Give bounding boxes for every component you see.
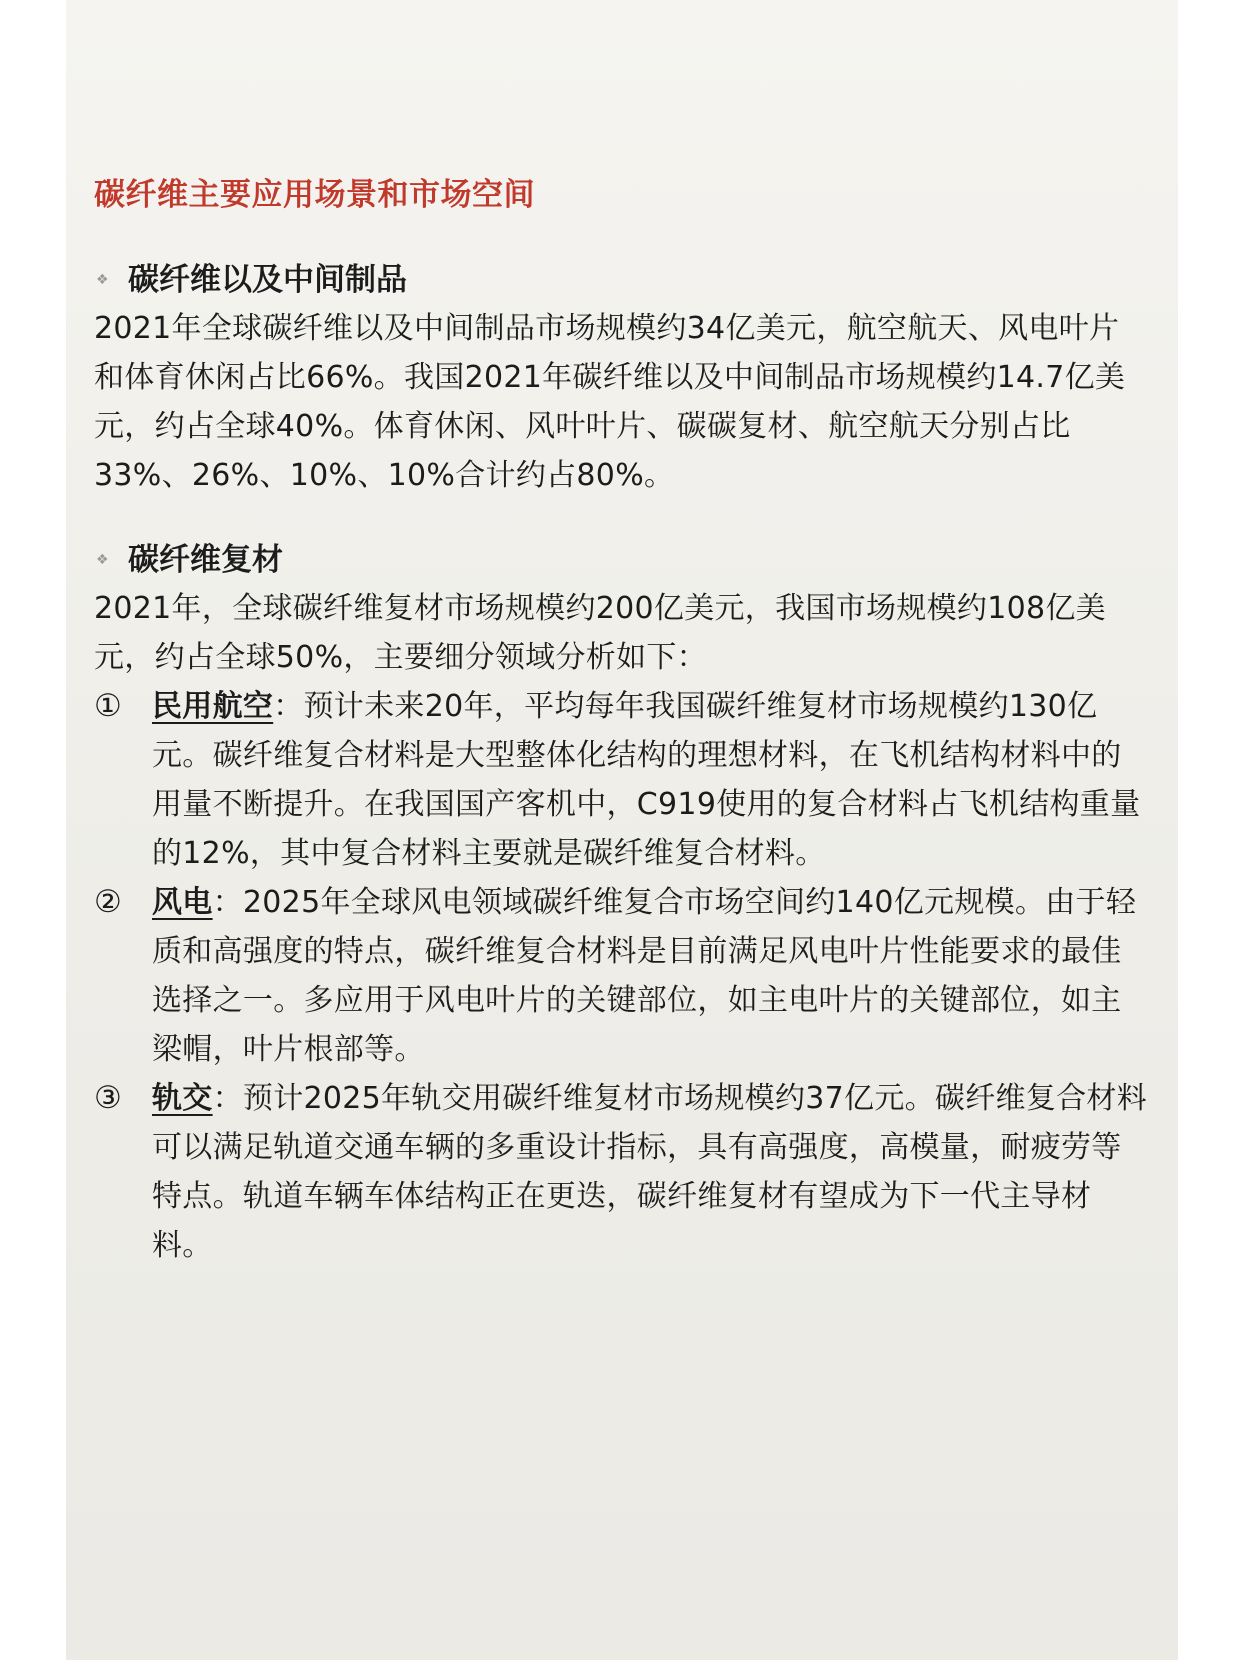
item-body (152, 878, 1148, 1074)
item-body (152, 1074, 1148, 1270)
item-text: ：预计2025年轨交用碳纤维复材市场规模约37亿元。碳纤维复合材料可以满足轨道交通车辆的多重设计指标，具有高强度，高模量，耐疲劳等特点。轨道车辆车体结构正在更迭，碳纤维复材有望成为下一代主导材料。 (152, 1081, 1148, 1263)
diamond-bullet-icon: ❖ (96, 552, 109, 568)
item-text: ：预计未来20年，平均每年我国碳纤维复材市场规模约130亿元。碳纤维复合材料是大型整体化结构的理想材料，在飞机结构材料中的用量不断提升。在我国国产客机中，C919使用的复合材料占飞机结构重量的12%，其中复合材料主要就是碳纤维复合材料。 (152, 689, 1141, 871)
section-heading (94, 256, 1148, 304)
section-heading-text: 碳纤维以及中间制品 (128, 262, 407, 298)
item-body (152, 682, 1148, 878)
section-heading (94, 536, 1148, 584)
item-number: ① (94, 688, 123, 724)
list-item-rail-transit (94, 1074, 1148, 1270)
diamond-bullet-icon: ❖ (96, 272, 109, 288)
section-carbon-fiber-composite (94, 536, 1148, 1270)
item-term: 风电 (152, 885, 213, 920)
item-number: ② (94, 884, 123, 920)
section-heading-text: 碳纤维复材 (128, 542, 283, 578)
section-carbon-fiber-intermediate (94, 256, 1148, 500)
item-term: 轨交 (152, 1081, 213, 1116)
list-item-wind-power (94, 878, 1148, 1074)
section-paragraph: 2021年，全球碳纤维复材市场规模约200亿美元，我国市场规模约108亿美元，约占全球50%，主要细分领域分析如下： (94, 591, 1106, 675)
document-page (66, 0, 1178, 1660)
list-item-civil-aviation (94, 682, 1148, 878)
page-title: 碳纤维主要应用场景和市场空间 (94, 177, 535, 213)
item-text: ：2025年全球风电领域碳纤维复合市场空间约140亿元规模。由于轻质和高强度的特点，碳纤维复合材料是目前满足风电叶片性能要求的最佳选择之一。多应用于风电叶片的关键部位，如主电叶片的关键部位，如主梁帽，叶片根部等。 (152, 885, 1137, 1067)
section-paragraph: 2021年全球碳纤维以及中间制品市场规模约34亿美元，航空航天、风电叶片和体育休闲占比66%。我国2021年碳纤维以及中间制品市场规模约14.7亿美元，约占全球40%。体育休闲、风叶叶片、碳碳复材、航空航天分别占比33%、26%、10%、10%合计约占80%。 (94, 311, 1126, 493)
item-number: ③ (94, 1080, 123, 1116)
item-term: 民用航空 (152, 689, 274, 724)
